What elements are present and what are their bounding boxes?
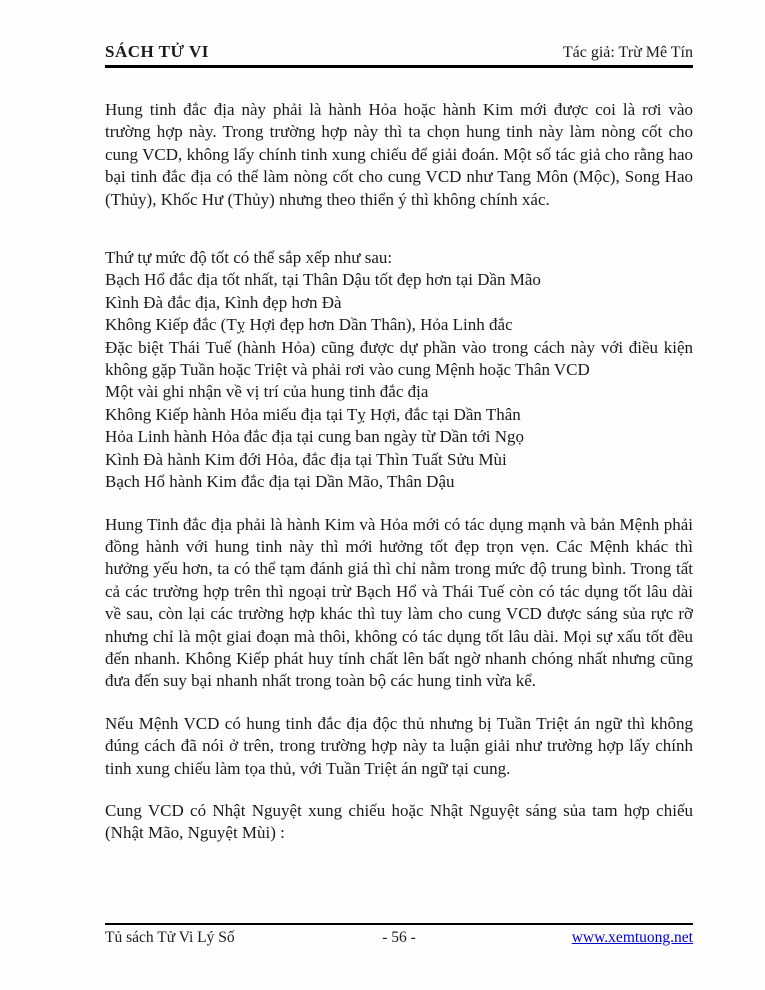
text-line: Kình Đà hành Kim đới Hỏa, đắc địa tại Thìn Tuất Sửu Mùi [105, 449, 507, 469]
text-line: Hỏa Linh hành Hỏa đắc địa tại cung ban ngày từ Dần tới Ngọ [105, 427, 525, 447]
page-header [105, 42, 693, 68]
page-number: - 56 - [382, 929, 416, 946]
website-link[interactable]: www.xemtuong.net [571, 929, 693, 946]
book-title: SÁCH TỬ VI [105, 42, 209, 61]
footer-row [105, 929, 693, 947]
series-title: Tủ sách Tử Vi Lý Số [105, 929, 235, 946]
text-line: Thứ tự mức độ tốt có thể sắp xếp như sau: [105, 248, 393, 268]
paragraph-hung-tinh-tac-dung: Hung Tinh đắc địa phải là hành Kim và Hỏa mới có tác dụng mạnh và bản Mệnh phải đồng hành với hung tinh này thì mới hưởng tốt đẹp trọn vẹn. Các Mệnh khác thì hưởng yếu hơn, ta có thể tạm đánh giá thì chỉ nằm trong mức độ trung bình. Trong tất cả các trường hợp trên thì ngoại trừ Bạch Hổ và Thái Tuế còn có tác dụng tốt lâu dài về sau, còn lại các trường hợp khác thì tuy làm cho cung VCD được sáng sủa rực rỡ nhưng chỉ là một giai đoạn mà thôi, không có tác dụng tốt lâu dài. Mọi sự xấu tốt đều đến nhanh. Không Kiếp phát huy tính chất lên bất ngờ nhanh chóng nhất nhưng cũng đưa đến suy bại nhanh nhất trong toàn bộ các hung tinh vừa kể. [105, 514, 693, 691]
paragraph-tuan-triet: Nếu Mệnh VCD có hung tinh đắc địa độc thủ nhưng bị Tuần Triệt án ngữ thì không đúng cách đã nói ở trên, trong trường hợp này ta luận giải như trường hợp lấy chính tinh xung chiếu làm tọa thủ, với Tuần Triệt án ngữ tại cung. [105, 713, 693, 778]
page-footer [105, 923, 693, 947]
footer-divider [105, 923, 693, 925]
paragraph-hung-tinh-dac-dia: Hung tinh đắc địa này phải là hành Hỏa hoặc hành Kim mới được coi là rơi vào trường hợp này. Trong trường hợp này thì ta chọn hung tinh này làm nòng cốt cho cung VCD, không lấy chính tinh xung chiếu để giải đoán. Một số tác giả cho rằng hao bại tinh đắc địa có thể làm nòng cốt cho cung VCD như Tang Môn (Mộc), Song Hao (Thủy), Khốc Hư (Thủy) nhưng theo thiển ý thì không chính xác. [105, 100, 693, 209]
text-line: Không Kiếp đắc (Tỵ Hợi đẹp hơn Dần Thân), Hỏa Linh đắc [105, 315, 513, 335]
text-line: Đặc biệt Thái Tuế (hành Hỏa) cũng được dự phần vào trong cách này với điều kiện không gặp Tuần hoặc Triệt và phải rơi vào cung Mệnh hoặc Thân VCD [105, 337, 693, 380]
text-line: Bạch Hổ hành Kim đắc địa tại Dần Mão, Thân Dậu [105, 472, 455, 492]
paragraph-nhat-nguyet: Cung VCD có Nhật Nguyệt xung chiếu hoặc Nhật Nguyệt sáng sủa tam hợp chiếu (Nhật Mão, Nguyệt Mùi) : [105, 800, 693, 843]
author-credit: Tác giả: Trừ Mê Tín [562, 44, 693, 61]
text-line: Kình Đà đắc địa, Kình đẹp hơn Đà [105, 292, 342, 312]
text-line: Một vài ghi nhận về vị trí của hung tinh đắc địa [105, 382, 429, 402]
header-divider [105, 65, 693, 68]
page-body [105, 99, 693, 865]
text-line: Không Kiếp hành Hỏa miếu địa tại Tỵ Hợi, đắc tại Dần Thân [105, 404, 521, 424]
text-line: Bạch Hổ đắc địa tốt nhất, tại Thân Dậu tốt đẹp hơn tại Dần Mão [105, 270, 541, 290]
header-row [105, 42, 693, 62]
ranking-section [105, 247, 693, 493]
